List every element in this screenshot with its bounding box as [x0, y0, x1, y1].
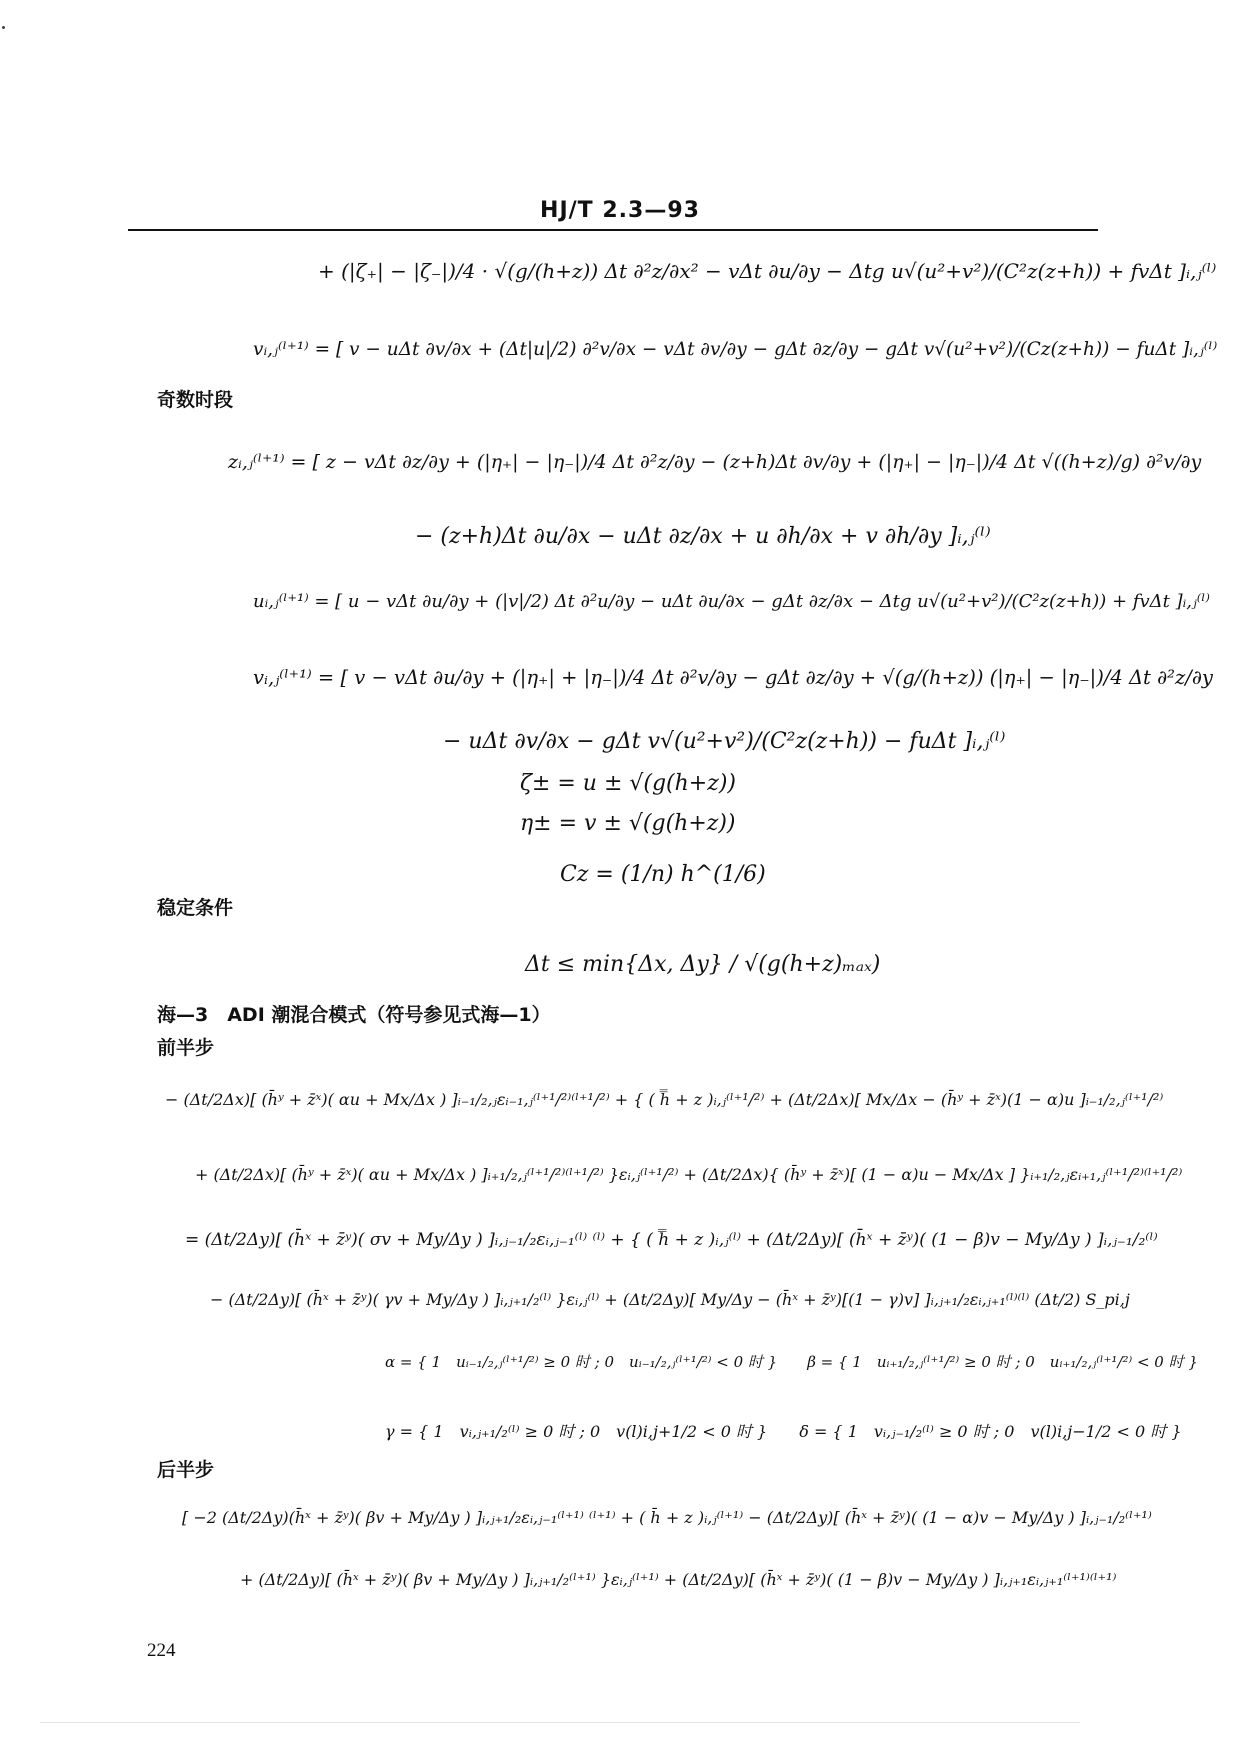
equation-z-odd-period: zᵢ,ⱼ⁽ˡ⁺¹⁾ = [ z − vΔt ∂z/∂y + (|η₊| − |η₋|)/4 Δt ∂²z/∂y − (z+h)Δt ∂v/∂y + (|η₊| − |η₋|)/4 Δt √((h+z)/g) ∂²v/∂y: [228, 451, 1202, 473]
equation-gamma-delta-switch: γ = { 1 vᵢ,ⱼ₊₁/₂⁽ˡ⁾ ≥ 0 时 ; 0 v(l)i,j+1/2 < 0 时 } δ = { 1 vᵢ,ⱼ₋₁/₂⁽ˡ⁾ ≥ 0 时 ; 0 v(l)i,j−1/2 < 0 时 }: [385, 1422, 1182, 1441]
equation-alpha-beta-switch: α = { 1 uᵢ₋₁/₂,ⱼ⁽ˡ⁺¹/²⁾ ≥ 0 时 ; 0 uᵢ₋₁/₂,ⱼ⁽ˡ⁺¹/²⁾ < 0 时 } β = { 1 uᵢ₊₁/₂,ⱼ⁽ˡ⁺¹/²⁾ ≥ 0 时 ; 0 uᵢ₊₁/₂,ⱼ⁽ˡ⁺¹/²⁾ < 0 时 }: [385, 1353, 1198, 1371]
equation-adi-second-half-2: + (Δt/2Δy)[ (h̄ˣ + z̄ʸ)( βv + My/Δy ) ]ᵢ,ⱼ₊₁/₂⁽ˡ⁺¹⁾ }εᵢ,ⱼ⁽ˡ⁺¹⁾ + (Δt/2Δy)[ (h̄ˣ + z̄ʸ)( (1 − β)v − My/Δy ) ]ᵢ,ⱼ₊₁εᵢ,ⱼ₊₁⁽ˡ⁺¹⁾⁽ˡ⁺¹⁾: [240, 1570, 1117, 1589]
section-odd-period-title: 奇数时段: [157, 389, 234, 411]
page-number: 224: [147, 1640, 176, 1661]
equation-adi-first-half-4: − (Δt/2Δy)[ (h̄ˣ + z̄ʸ)( γv + My/Δy ) ]ᵢ,ⱼ₊₁/₂⁽ˡ⁾ }εᵢ,ⱼ⁽ˡ⁾ + (Δt/2Δy)[ My/Δy − (h̄ˣ + z̄ʸ)[(1 − γ)v] ]ᵢ,ⱼ₊₁/₂εᵢ,ⱼ₊₁⁽ˡ⁾⁽ˡ⁾ (Δt/2) S_pi,j: [210, 1290, 1130, 1309]
equation-zeta-definition: ζ± = u ± √(g(h+z)): [520, 771, 736, 796]
equation-stability-condition: Δt ≤ min{Δx, Δy} / √(g(h+z)ₘₐₓ): [525, 952, 881, 977]
section-stability-title: 稳定条件: [157, 897, 234, 919]
equation-v-odd-period: vᵢ,ⱼ⁽ˡ⁺¹⁾ = [ v − vΔt ∂u/∂y + (|η₊| + |η₋|)/4 Δt ∂²v/∂y − gΔt ∂z/∂y + √(g/(h+z)) (|η₊| − |η₋|)/4 Δt ∂²z/∂y: [253, 666, 1213, 689]
equation-z-odd-period-cont: − (z+h)Δt ∂u/∂x − uΔt ∂z/∂x + u ∂h/∂x + v ∂h/∂y ]ᵢ,ⱼ⁽ˡ⁾: [415, 524, 991, 549]
equation-eta-definition: η± = v ± √(g(h+z)): [520, 811, 736, 836]
equation-line-1: + (|ζ₊| − |ζ₋|)/4 · √(g/(h+z)) Δt ∂²z/∂x² − vΔt ∂u/∂y − Δtg u√(u²+v²)/(C²z(z+h)) + fvΔt ]ᵢ,ⱼ⁽ˡ⁾: [318, 259, 1217, 283]
section-first-half-step-title: 前半步: [157, 1037, 215, 1059]
scan-bottom-edge: [40, 1722, 1080, 1723]
header-rule: [128, 229, 1098, 231]
equation-adi-first-half-1: − (Δt/2Δx)[ (h̄ʸ + z̄ˣ)( αu + Mx/Δx ) ]ᵢ₋₁/₂,ⱼεᵢ₋₁,ⱼ⁽ˡ⁺¹/²⁾⁽ˡ⁺¹/²⁾ + { ( h̿ + z )ᵢ,ⱼ⁽ˡ⁺¹/²⁾ + (Δt/2Δx)[ Mx/Δx − (h̄ʸ + z̄ˣ)(1 − α)u ]ᵢ₋₁/₂,ⱼ⁽ˡ⁺¹/²⁾: [165, 1090, 1164, 1109]
section-second-half-step-title: 后半步: [157, 1459, 215, 1481]
equation-chezy-coefficient: Cz = (1/n) h^(1/6): [560, 862, 766, 887]
equation-v-odd-period-cont: − uΔt ∂v/∂x − gΔt v√(u²+v²)/(C²z(z+h)) − fuΔt ]ᵢ,ⱼ⁽ˡ⁾: [443, 729, 1006, 754]
equation-adi-first-half-3: = (Δt/2Δy)[ (h̄ˣ + z̄ʸ)( σv + My/Δy ) ]ᵢ,ⱼ₋₁/₂εᵢ,ⱼ₋₁⁽ˡ⁾ ⁽ˡ⁾ + { ( h̿ + z )ᵢ,ⱼ⁽ˡ⁾ + (Δt/2Δy)[ (h̄ˣ + z̄ʸ)( (1 − β)v − My/Δy ) ]ᵢ,ⱼ₋₁/₂⁽ˡ⁾: [185, 1230, 1158, 1250]
page-header-code: HJ/T 2.3—93: [540, 198, 700, 223]
equation-u-odd-period: uᵢ,ⱼ⁽ˡ⁺¹⁾ = [ u − vΔt ∂u/∂y + (|v|/2) Δt ∂²u/∂y − uΔt ∂u/∂x − gΔt ∂z/∂x − Δtg u√(u²+v²)/(C²z(z+h)) + fvΔt ]ᵢ,ⱼ⁽ˡ⁾: [253, 591, 1210, 612]
equation-v-even-period: vᵢ,ⱼ⁽ˡ⁺¹⁾ = [ v − uΔt ∂v/∂x + (Δt|u|/2) ∂²v/∂x − vΔt ∂v/∂y − gΔt ∂z/∂y − gΔt v√(u²+v²)/(Cz(z+h)) − fuΔt ]ᵢ,ⱼ⁽ˡ⁾: [253, 339, 1218, 360]
scan-speck: [2, 26, 5, 29]
equation-adi-second-half-1: [ −2 (Δt/2Δy)(h̄ˣ + z̄ʸ)( βv + My/Δy ) ]ᵢ,ⱼ₊₁/₂εᵢ,ⱼ₋₁⁽ˡ⁺¹⁾ ⁽ˡ⁺¹⁾ + ( h̄ + z )ᵢ,ⱼ⁽ˡ⁺¹⁾ − (Δt/2Δy)[ (h̄ˣ + z̄ʸ)( (1 − α)v − My/Δy ) ]ᵢ,ⱼ₋₁/₂⁽ˡ⁺¹⁾: [182, 1508, 1152, 1527]
equation-adi-first-half-2: + (Δt/2Δx)[ (h̄ʸ + z̄ˣ)( αu + Mx/Δx ) ]ᵢ₊₁/₂,ⱼ⁽ˡ⁺¹/²⁾⁽ˡ⁺¹/²⁾ }εᵢ,ⱼ⁽ˡ⁺¹/²⁾ + (Δt/2Δx){ (h̄ʸ + z̄ˣ)[ (1 − α)u − Mx/Δx ] }ᵢ₊₁/₂,ⱼεᵢ₊₁,ⱼ⁽ˡ⁺¹/²⁾⁽ˡ⁺¹/²⁾: [195, 1165, 1183, 1184]
section-adi-title: 海—3 ADI 潮混合模式（符号参见式海—1）: [157, 1004, 551, 1026]
